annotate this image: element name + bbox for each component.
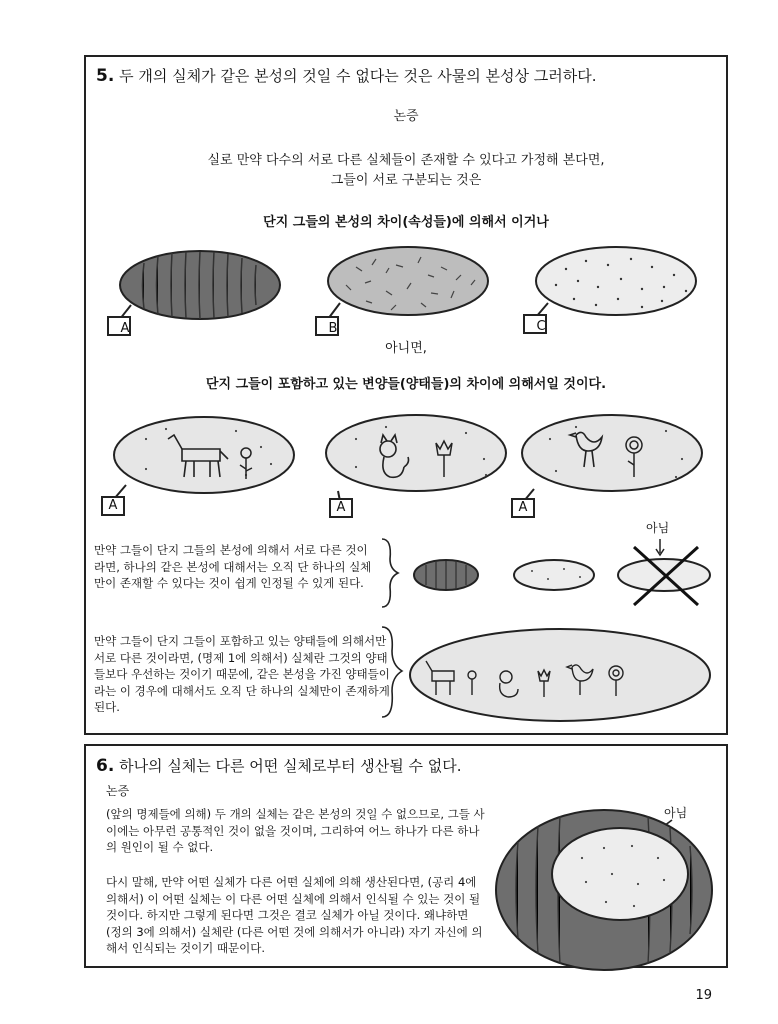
proof-line-1: 실로 만약 다수의 서로 다른 실체들이 존재할 수 있다고 가정해 본다면, [207, 153, 605, 168]
brace-2 [382, 627, 402, 717]
tag-a-1: A [108, 498, 118, 513]
panel-proposition-6 [84, 744, 728, 968]
single-substance-row [86, 623, 726, 733]
proposition-number: 6. [96, 756, 115, 776]
proposition-5-heading [96, 65, 597, 86]
small-dark-substance [414, 560, 478, 590]
brace-1 [382, 539, 398, 607]
paragraph-2: 만약 그들이 단지 그들이 포함하고 있는 양태들에 의해서만 서로 다른 것이라면, (명제 1에 의해서) 실체란 그것의 양태들보다 우선하는 것이기 때문에, 같은 본성을 가진 양태들이라는 이 경우에 대해서도 오직 단 하나의 실체만이 존재하게 된다. [94, 634, 390, 714]
paragraph-1: (앞의 명제들에 의해) 두 개의 실체는 같은 본성의 것일 수 없으므로, 그들 사이에는 아무런 공통적인 것이 없을 것이며, 그리하여 어느 하나가 다른 하나의 원인이 될 수 없다. [106, 807, 485, 854]
proof-line-4: 단지 그들이 포함하고 있는 변양들(양태들)의 차이에 의해서일 것이다. [205, 377, 607, 392]
proof-line-2: 그들이 서로 구분되는 것은 [330, 173, 482, 188]
tag-a-3: A [518, 500, 528, 515]
substance-bird-rose [512, 415, 702, 517]
proof-line-3: 단지 그들의 본성의 차이(속성들)에 의해서 이거나 [263, 215, 549, 230]
substance-horse-flower [102, 417, 294, 515]
proof-label: 논증 [106, 784, 130, 798]
or-text: 아니면, [385, 341, 427, 356]
small-dotted-substance [514, 560, 594, 590]
not-label: 아님 [646, 521, 670, 535]
nested-substance-illustration [86, 746, 730, 970]
tag-a-label: A [120, 321, 130, 336]
tag-c-label: C [536, 319, 546, 334]
modes-row [86, 409, 726, 519]
proposition-number: 5. [96, 66, 115, 86]
panel-proposition-5 [84, 55, 728, 735]
outer-dark-substance [496, 810, 712, 970]
page-number: 19 [695, 988, 712, 1003]
paragraph-1: 만약 그들이 단지 그들의 본성에 의해서 서로 다른 것이라면, 하나의 같은 본성에 대해서는 오직 단 하나의 실체만이 존재할 수 있다는 것이 쉽게 인정될 수 있게 된다. [94, 543, 372, 590]
proposition-title: 하나의 실체는 다른 어떤 실체로부터 생산될 수 없다. [119, 757, 462, 775]
big-substance-with-modes [410, 629, 710, 721]
proof-label: 논증 [393, 109, 419, 124]
paragraph-2: 다시 말해, 만약 어떤 실체가 다른 어떤 실체에 의해 생산된다면, (공리 4에 의해서) 이 어떤 실체는 이 다른 어떤 실체에 의해서 인식될 수 있는 것이 될 것이다. 하지만 그렇게 된다면 그것은 결코 실체가 아닐 것이다. 왜냐하면 (정의 3에 의해서) 실체란 (다른 어떤 것에 의해서가 아니라) 자기 자신에 의해서 인식되는 것이기 때문이다. [106, 875, 483, 955]
proposition-title: 두 개의 실체가 같은 본성의 것일 수 없다는 것은 사물의 본성상 그러하다. [119, 67, 597, 85]
comparison-row [86, 533, 726, 613]
not-label: 아님 [664, 806, 688, 820]
tag-a-2: A [336, 500, 346, 515]
crossed-substance [618, 539, 710, 605]
tag-b-label: B [328, 321, 338, 336]
substances-row [86, 247, 726, 337]
substance-cat-tulip [326, 415, 506, 517]
